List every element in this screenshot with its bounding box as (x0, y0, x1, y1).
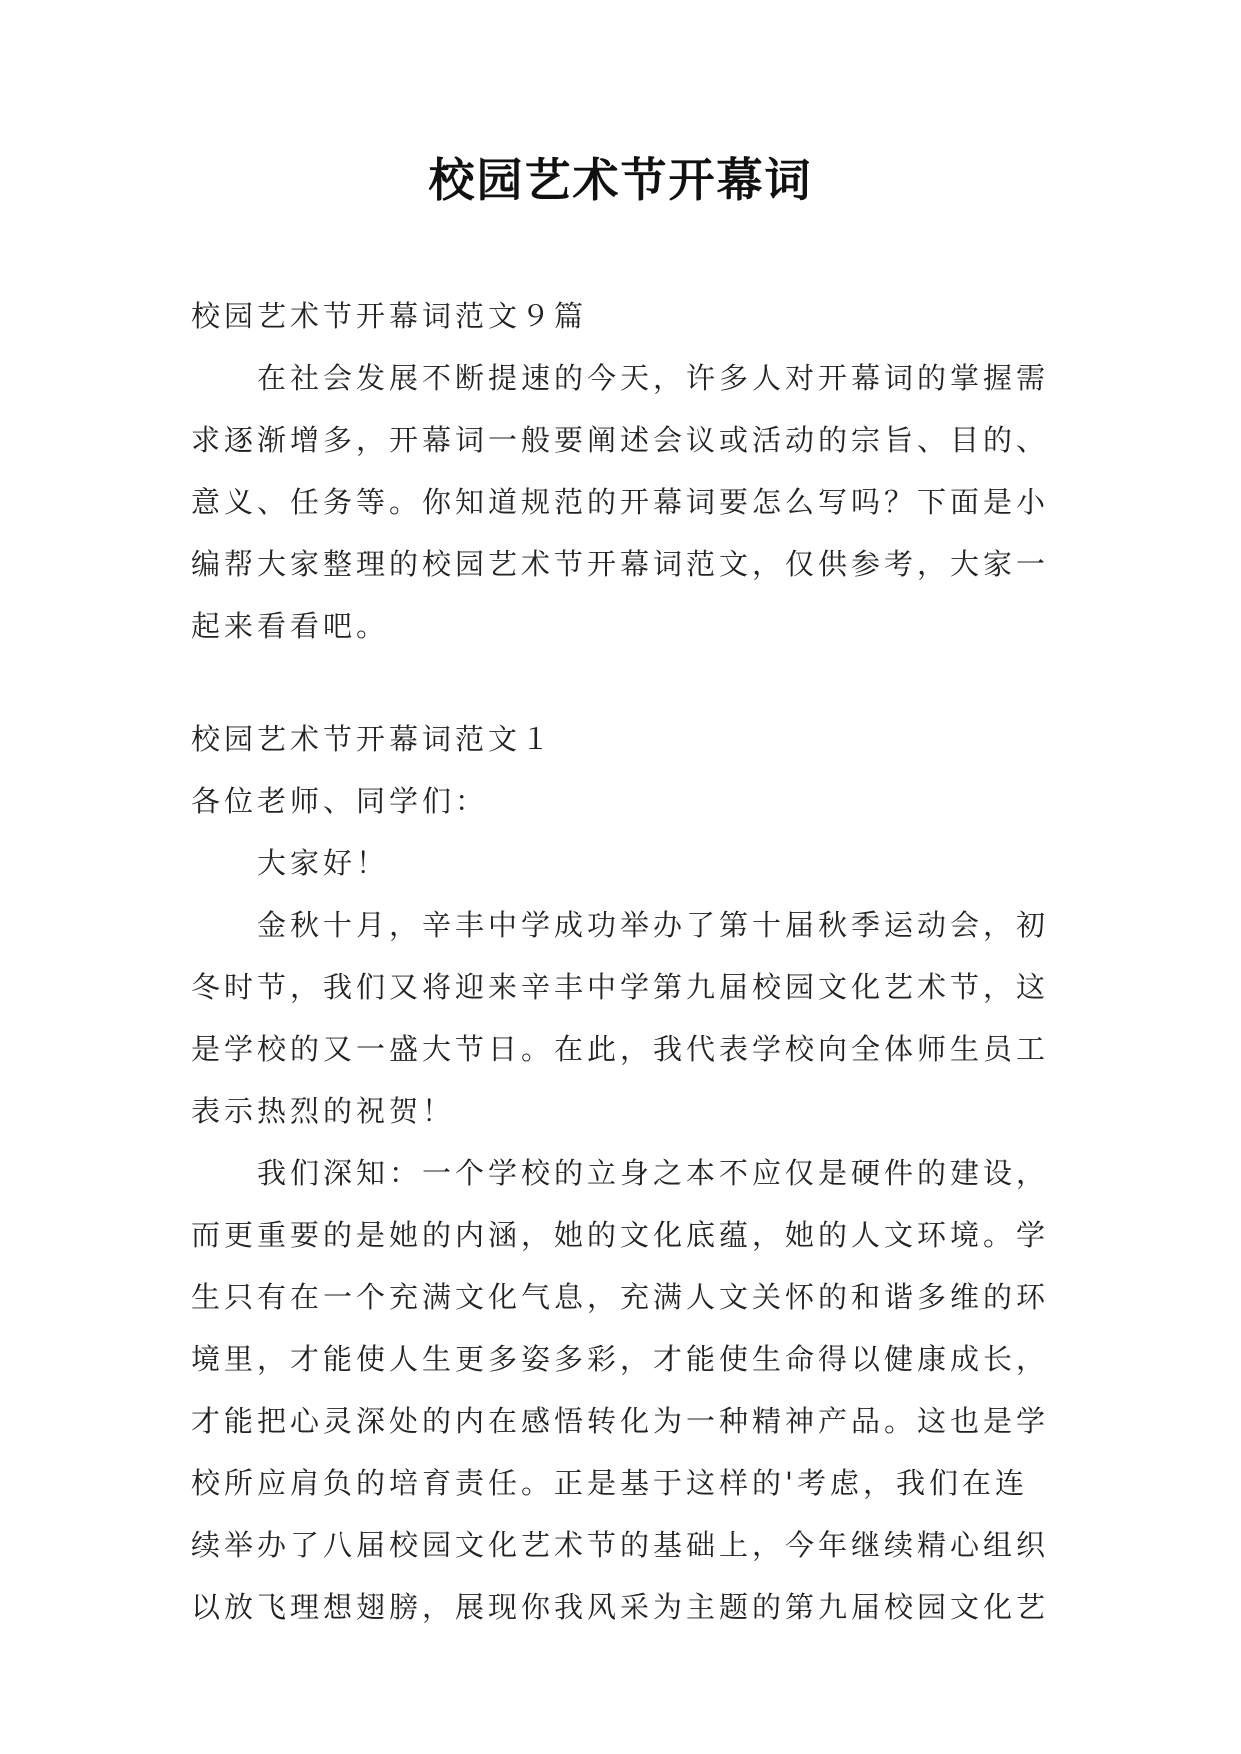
text-line: 在社会发展不断提速的今天，许多人对开幕词的掌握需 (257, 361, 1050, 395)
text-line: 校所应肩负的培育责任。正是基于这样的'考虑，我们在连 (191, 1466, 1028, 1500)
text-line: 以放飞理想翅膀，展现你我风采为主题的第九届校园文化艺 (191, 1590, 1050, 1624)
text-line: 境里，才能使人生更多姿多彩，才能使生命得以健康成长， (191, 1342, 1050, 1376)
text-line: 编帮大家整理的校园艺术节开幕词范文，仅供参考，大家一 (191, 547, 1050, 581)
paragraph-gap (191, 657, 1071, 708)
text-line: 是学校的又一盛大节日。在此，我代表学校向全体师生员工 (191, 1032, 1050, 1066)
text-line: 才能把心灵深处的内在感悟转化为一种精神产品。这也是学 (191, 1404, 1050, 1438)
text-line: 冬时节，我们又将迎来辛丰中学第九届校园文化艺术节，这 (191, 970, 1050, 1004)
text-line: 校园艺术节开幕词范文９篇 (191, 299, 588, 333)
text-line: 起来看看吧。 (191, 609, 390, 643)
text-line: 求逐渐增多，开幕词一般要阐述会议或活动的宗旨、目的、 (191, 423, 1050, 457)
text-line: 校园艺术节开幕词范文１ (191, 722, 555, 756)
text-line: 我们深知：一个学校的立身之本不应仅是硬件的建设， (257, 1156, 1050, 1190)
text-line: 大家好！ (257, 846, 390, 880)
text-line: 金秋十月，辛丰中学成功举办了第十届秋季运动会，初 (257, 908, 1050, 942)
text-line: 生只有在一个充满文化气息，充满人文关怀的和谐多维的环 (191, 1280, 1050, 1314)
document-title: 校园艺术节开幕词 (428, 153, 813, 207)
text-line: 续举办了八届校园文化艺术节的基础上，今年继续精心组织 (191, 1528, 1050, 1562)
text-line: 意义、任务等。你知道规范的开幕词要怎么写吗？下面是小 (191, 485, 1050, 519)
text-line: 各位老师、同学们： (191, 784, 489, 818)
text-line: 而更重要的是她的内涵，她的文化底蕴，她的人文环境。学 (191, 1218, 1050, 1252)
document-body (191, 285, 1071, 1638)
text-line: 表示热烈的祝贺！ (191, 1094, 456, 1128)
